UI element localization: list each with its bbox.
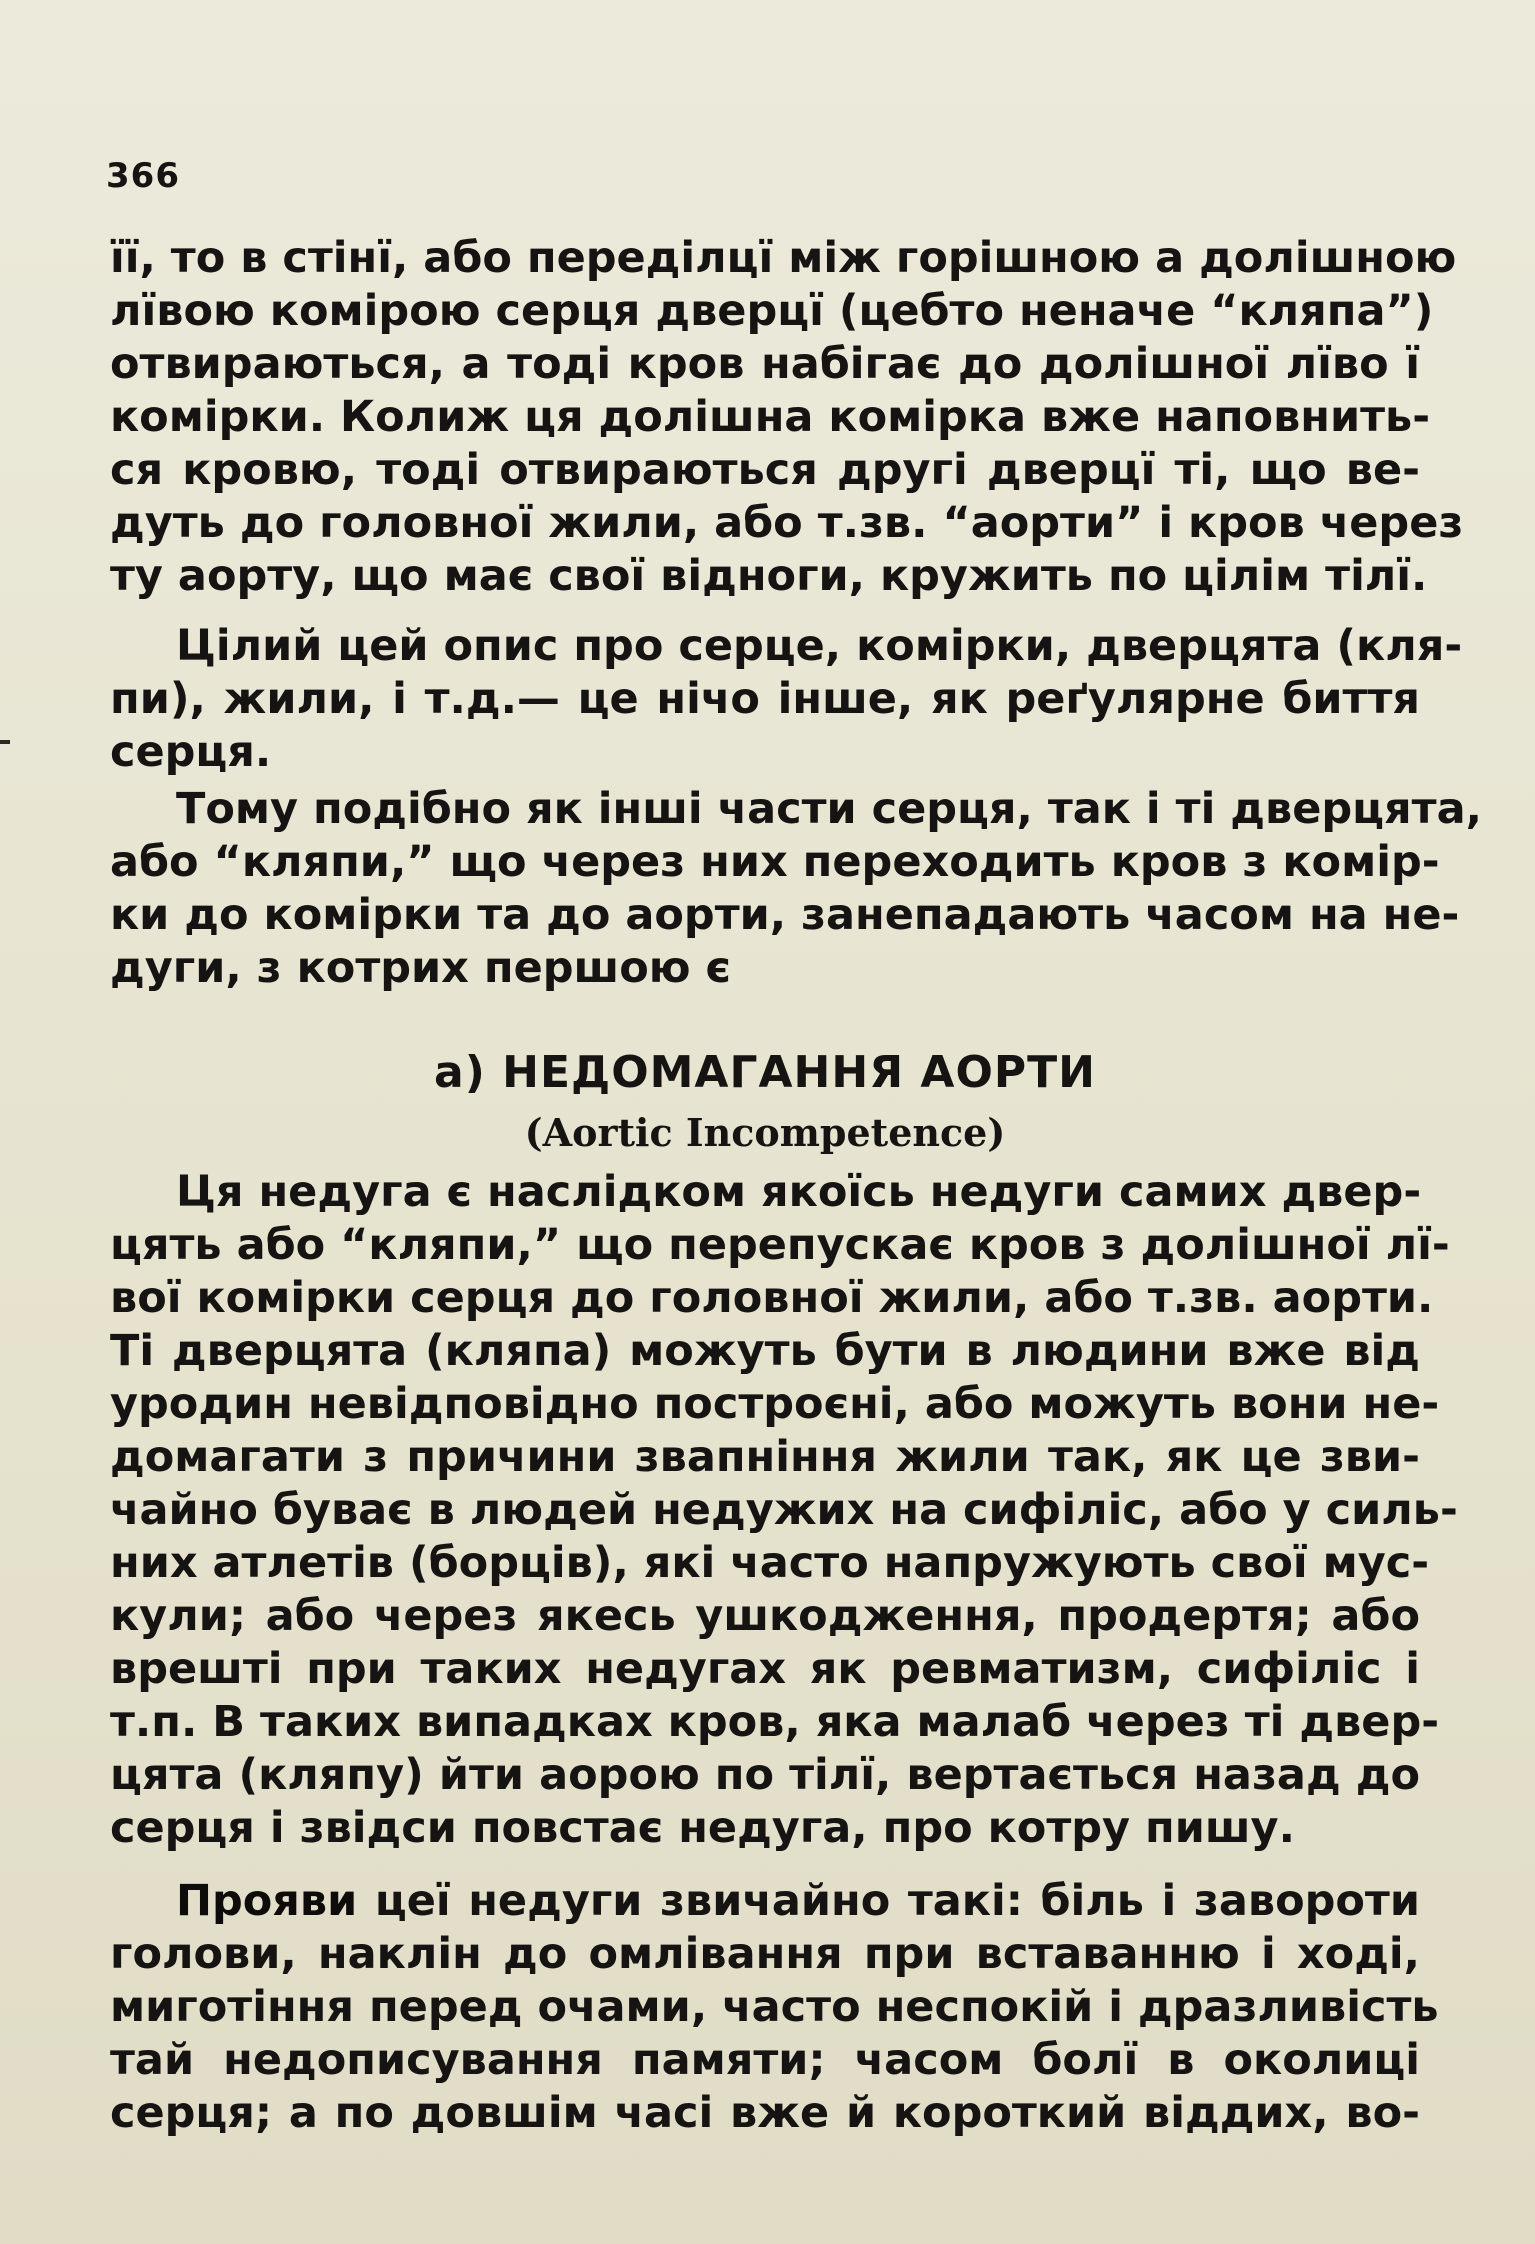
text-line: домагати з причини звапніння жили так, як це зви- — [110, 1432, 1420, 1482]
text-line: кули; або через якесь ушкодження, продертя; або — [110, 1591, 1420, 1641]
text-line: серця; а по довшім часі вже й короткий віддих, во- — [110, 2088, 1420, 2138]
text-line: отвираються, а тоді кров набігає до долішної лїво ї — [110, 339, 1420, 389]
section-paragraph-1 — [110, 1166, 1458, 1855]
text-line — [110, 1875, 1420, 1928]
text-line: ки до комірки та до аорти, занепадають часом на не- — [110, 890, 1460, 940]
paragraph-2 — [110, 620, 1463, 779]
text-line: ту аорту, що має свої відноги, кружить по цілім тілї. — [110, 551, 1428, 601]
text-line: серця. — [110, 727, 272, 777]
text-line: уродин невідповідно построєні, або можуть вони не- — [110, 1379, 1440, 1429]
text-line: тай недописування памяти; часом болї в околиці — [110, 2035, 1420, 2085]
margin-mark — [0, 740, 10, 744]
text-line: Ті дверцята (кляпа) можуть бути в людини вже від — [110, 1326, 1420, 1376]
text-line: або “кляпи,” що через них переходить кров з комір- — [110, 837, 1440, 887]
text-line: дуть до головної жили, або т.зв. “аорти” і кров через — [110, 498, 1464, 548]
text-line: миготіння перед очами, часто неспокій і дразливість — [110, 1982, 1439, 2032]
text-line: Цілий цей опис про серце, комірки, дверцята (кля- — [176, 621, 1463, 671]
text-line: комірки. Колиж ця долішна комірка вже наповнить- — [110, 392, 1431, 442]
section-title: а) НЕДОМАГАННЯ АОРТИ — [434, 1047, 1096, 1098]
text-line: лївою комірою серця дверцї (цебто неначе “кляпа”) — [110, 286, 1434, 336]
page-number: 366 — [106, 156, 180, 196]
lead-word: Прояви — [176, 1876, 358, 1926]
section-subtitle: (Aortic Incompetence) — [524, 1110, 1006, 1155]
text-line: серця і звідси повстає недуга, про котру пишу. — [110, 1803, 1295, 1853]
text-line: цята (кляпу) йти аорою по тілї, вертається назад до — [110, 1750, 1420, 1800]
text-line: пи), жили, і т.д.— це нічо інше, як реґулярне биття — [110, 674, 1420, 724]
paragraph-3 — [110, 783, 1482, 995]
text-line: вої комірки серця до головної жили, або т.зв. аорти. — [110, 1273, 1434, 1323]
text-line: чайно буває в людей недужих на сифіліс, або у силь- — [110, 1485, 1458, 1535]
text-line: Ця недуга є наслідком якоїсь недуги самих двер- — [176, 1167, 1422, 1217]
text-line: її, то в стінї, або переділцї між горішною а долішною — [110, 233, 1457, 283]
text-line: Тому подібно як інші части серця, так і ті дверцята, — [176, 784, 1482, 834]
text-line: них атлетів (борців), які часто напружують свої мус- — [110, 1538, 1430, 1588]
text-line: врешті при таких недугах як ревматизм, сифіліс і — [110, 1644, 1420, 1694]
text-line: голови, наклін до омлівання при вставанню і ході, — [110, 1929, 1420, 1979]
text-line: ся кровю, тоді отвираються другі дверцї ті, що ве- — [110, 445, 1420, 495]
text-line-rest: цеї недуги звичайно такі: біль і завороти — [357, 1876, 1420, 1926]
section-paragraph-2 — [110, 1875, 1439, 2140]
text-line: цять або “кляпи,” що перепускає кров з долішної лї- — [110, 1220, 1450, 1270]
text-line: дуги, з котрих першою є — [110, 943, 732, 993]
paragraph-1 — [110, 232, 1464, 603]
text-line: т.п. В таких випадках кров, яка малаб через ті двер- — [110, 1697, 1440, 1747]
